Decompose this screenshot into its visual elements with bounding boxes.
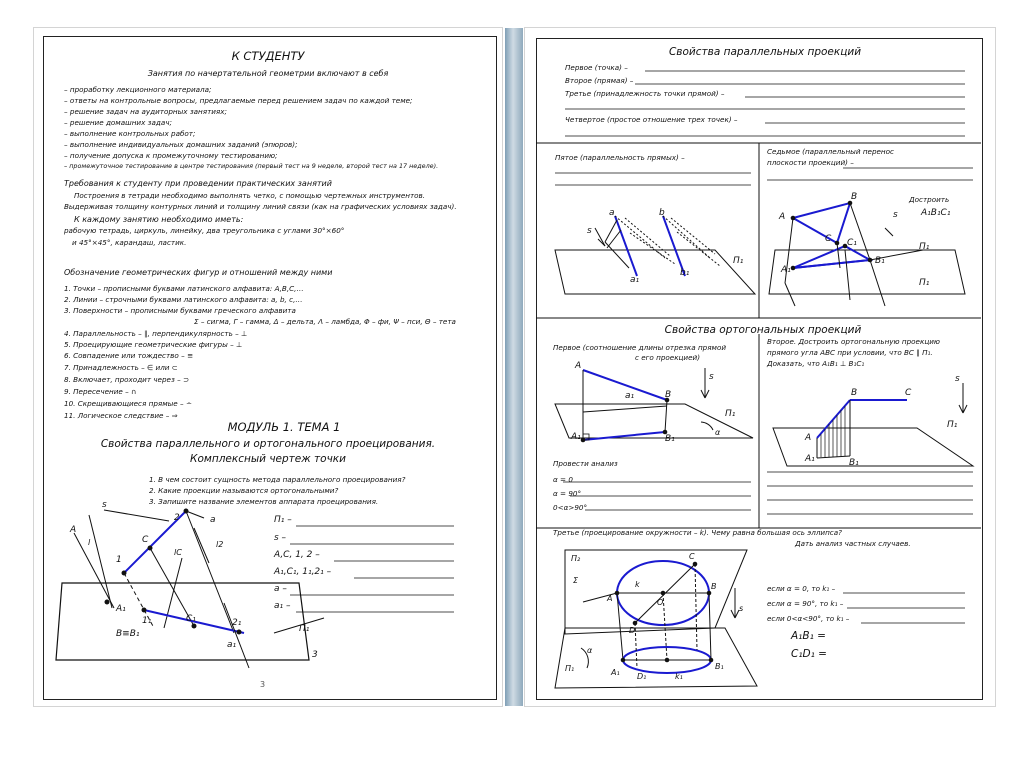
property-seventh: плоскости проекций) – [767,158,854,167]
fig3-label-A: A [575,361,582,371]
label-2-1: 2₁ [232,618,242,628]
label-C1: C₁ [186,614,196,624]
label-P1: Π₁ [299,624,310,634]
requirements-text: Выдерживая толщину контурных линий и толщину линий связи (как на графических условиях задач). [64,202,457,211]
requirements-heading: Требования к студенту при проведении практических занятий [64,179,332,188]
answer-label: A,C, 1, 2 – [274,550,320,560]
fig4-label-A1: A₁ [805,454,815,464]
activity-item: – выполнение индивидуальных домашних заданий (эпюров); [64,140,298,149]
fig2-label-B1: B₁ [875,256,885,266]
fig2-label-C: C [825,234,832,244]
label-1: 1 [116,555,122,565]
fig4-label-B: B [851,388,858,398]
activity-item: – получение допуска к промежуточному тестированию; [64,151,278,160]
tools-text: рабочую тетрадь, циркуль, линейку, два треугольника с углами 30°×60° [64,226,345,235]
activity-item: – ответы на контрольные вопросы, предлагаемые перед решением задач по каждой теме; [64,96,413,105]
notation-item: 3. Поверхности – прописными буквами греческого алфавита [64,306,296,315]
binding-spine [505,28,523,706]
fig2-label-B: B [851,192,858,202]
answer-lines [34,28,502,706]
fig5-label-A1: A₁ [611,668,620,677]
label-3: 3 [312,650,318,660]
activity-item: – решение домашних задач; [64,118,172,127]
notation-item: 8. Включает, проходит через – ⊃ [64,375,189,384]
notation-item: 11. Логическое следствие – ⇒ [64,411,178,420]
property-item: Четвертое (простое отношение трех точек) – [565,115,738,124]
analysis-item: 0<α>90° [553,503,588,512]
left-page [34,28,502,706]
fig2-label-A: A [779,212,786,222]
fig5-label-k1: k₁ [675,672,683,681]
build-target: A₁B₁C₁ [921,208,951,218]
label-1-1: 1₁ [142,616,152,626]
notation-greek: Σ – сигма, Γ – гамма, Δ – дельта, Λ – ламбда, Φ – фи, Ψ – пси, Θ – тета [194,317,456,326]
answer-label: s – [274,533,287,543]
answer-label: Π₁ – [274,515,292,525]
fig4-label-P1: Π₁ [947,420,958,430]
label-a: a [210,515,216,525]
label-a1: a₁ [227,640,237,650]
orth-second: Второе. Достроить ортогональную проекцию [767,337,940,346]
section-title: Свойства ортогональных проекций [664,324,862,336]
orth-first: с его проекцией) [635,353,700,362]
label-C: C [142,535,149,545]
fig2-label-C1: C₁ [847,238,857,248]
activity-item: – проработку лекционного материала; [64,85,212,94]
notation-item: 10. Скрещивающиеся прямые – ∸ [64,399,192,408]
fig2-label-A1: A₁ [781,265,791,275]
question-item: 3. Запишите название элементов аппарата проецирования. [149,497,379,506]
notation-item: 9. Пересечение – ∩ [64,387,137,396]
equation: C₁D₁ = [791,648,827,660]
fig5-label-A: A [607,594,613,603]
notation-item: 4. Параллельность – ∥, перпендикулярность – ⊥ [64,329,248,338]
subtitle: Занятия по начертательной геометрии включают в себя [147,69,389,78]
topic-title: Свойства параллельного и ортогонального проецирования. [100,438,436,450]
fig4-label-A: A [805,433,812,443]
answer-label: a₁ – [274,601,291,611]
equation: A₁B₁ = [791,630,826,642]
notation-heading: Обозначение геометрических фигур и отношений между ними [64,268,333,277]
orth-third: Третье (проецирование окружности – k). Чему равна большая ось эллипса? [553,528,842,537]
fig1-label-s: s [587,226,592,236]
property-item: Второе (прямая) – [565,76,634,85]
analysis-heading: Провести анализ [553,459,618,468]
fig3-label-P1: Π₁ [725,409,736,419]
answer-label: A₁,C₁, 1₁,2₁ – [274,567,332,577]
label-A: A [70,525,77,535]
fig3-label-B1: B₁ [665,434,675,444]
fig3-label-a1: a₁ [625,391,635,401]
fig3-label-s: s [709,372,714,382]
fig5-label-s: s [739,604,744,613]
case-item: если 0<α<90°, то k₁ – [767,614,850,623]
case-item: если α = 0, то k₁ – [767,584,836,593]
fig2-label-P1-bar: Π₁ [919,278,930,288]
property-item: Третье (принадлежность точки прямой) – [565,89,725,98]
label-lc: lC [174,548,182,557]
fig5-label-P1: Π₁ [565,664,575,673]
fig5-label-alpha: α [587,646,593,655]
orth-second: Доказать, что A₁B₁ ⊥ B₁C₁ [767,359,865,368]
fig4-label-B1: B₁ [849,458,859,468]
activity-item: – выполнение контрольных работ; [64,129,196,138]
fig5-label-k: k [635,580,640,589]
orth-first: Первое (соотношение длины отрезка прямой [553,343,727,352]
property-seventh: Седьмое (параллельный перенос [767,147,894,156]
analysis-item: α = 90° [553,489,582,498]
property-item: Первое (точка) – [565,63,628,72]
fig1-label-a1: a₁ [630,275,640,285]
activity-item: – решение задач на аудиторных занятиях; [64,107,227,116]
notation-item: 6. Совпадение или тождество – ≡ [64,351,193,360]
fig3-label-A1: A₁ [571,432,581,442]
fig5-label-B: B [711,582,717,591]
page-number: 3 [260,680,266,689]
fig5-label-D1: D₁ [637,672,647,681]
fig5-label-C: C [689,552,695,561]
section-title: Свойства параллельных проекций [668,46,862,58]
requirements-text: Построения в тетради необходимо выполнять четко, с помощью чертежных инструментов. [74,191,426,200]
fig4-label-s: s [955,374,960,384]
notation-item: 5. Проецирующие геометрические фигуры – ⊥ [64,340,243,349]
orth-third: Дать анализ частных случаев. [795,539,911,548]
page-title: К СТУДЕНТУ [231,49,305,63]
fig1-label-b: b [659,208,665,218]
fig1-label-a: a [609,208,615,218]
fig5-label-D: D [629,626,636,635]
label-B-eq: B≡B₁ [116,629,140,639]
label-l: l [88,538,91,547]
fig2-label-P1: Π₁ [919,242,930,252]
property-fifth: Пятое (параллельность прямых) – [555,153,685,162]
activity-item: – промежуточное тестирование в центре тестирования (первый тест на 9 неделе, второй тест на 17 неделе). [64,162,439,170]
notation-item: 2. Линии – строчными буквами латинского алфавита: a, b, c,… [64,295,303,304]
tools-text: и 45°×45°, карандаш, ластик. [72,238,187,247]
notation-item: 7. Принадлежность – ∈ или ⊂ [64,363,178,372]
right-page [525,28,995,706]
fig3-label-alpha: α [715,428,721,437]
label-s: s [102,500,107,510]
label-A1: A₁ [116,604,126,614]
answer-label: a – [274,584,287,594]
fig1-label-P1: Π₁ [733,256,744,266]
question-item: 2. Какие проекции называются ортогональными? [149,486,339,495]
build-label: Достроить [909,195,950,204]
label-2: 2 [174,513,180,523]
ellipse-diagram [525,28,995,706]
topic-title: Комплексный чертеж точки [190,453,346,465]
orth-second: прямого угла ABC при условии, что BC ∥ Π₁. [767,348,933,357]
fig2-label-s: s [893,210,898,220]
label-l2: l2 [216,540,224,549]
module-title: МОДУЛЬ 1. ТЕМА 1 [227,420,341,434]
analysis-item: α = 0 [553,475,573,484]
fig5-label-P2: Π₂ [571,554,581,563]
fig5-label-Sigma: Σ [573,576,579,585]
notation-item: 1. Точки – прописными буквами латинского алфавита: A,B,C,… [64,284,304,293]
requirements-heading-2: К каждому занятию необходимо иметь: [74,215,244,224]
fig4-label-C: C [905,388,912,398]
fig3-label-B: B [665,390,672,400]
fig5-label-O: O [657,598,664,607]
fig5-label-B1: B₁ [715,662,724,671]
question-item: 1. В чем состоит сущность метода параллельного проецирования? [149,475,406,484]
case-item: если α = 90°, то k₁ – [767,599,844,608]
fig1-label-b1: b₁ [680,268,690,278]
